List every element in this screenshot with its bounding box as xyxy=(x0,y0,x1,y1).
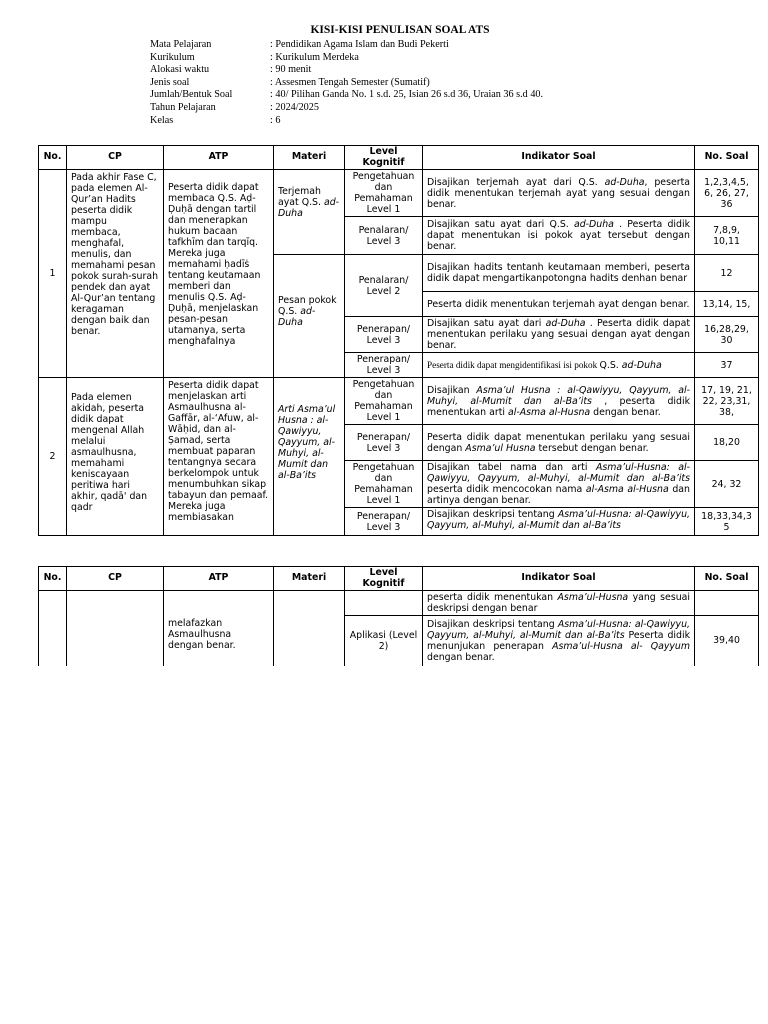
materi-text-italic: ad-Duha xyxy=(278,197,340,219)
indikator-italic: ad-Duha xyxy=(573,219,614,230)
meta-value: : 90 menit xyxy=(270,64,312,76)
level-cell: Penalaran/ Level 3 xyxy=(345,217,423,255)
level-cell: Aplikasi (Level 2) xyxy=(345,616,423,666)
level-cell xyxy=(345,591,423,616)
materi-cell xyxy=(274,170,345,255)
indikator-text: . Peserta didik dapat menentukan perilaku yang sesuai dengan ayat dengan benar. xyxy=(427,318,690,351)
nosoal-cell: 7,8,9, 10,11 xyxy=(695,217,759,255)
indikator-italic: Asma’ul-Husna: al-Qawiyyu, Qayyum, al-Muhyi, al-Mumit dan al-Ba’its xyxy=(427,618,690,641)
indikator-cell xyxy=(423,170,695,217)
materi-cell: Arti Asma’ul Husna : al-Qawiyyu, Qayyum, al-Muhyi, al-Mumit dan al-Ba’its xyxy=(274,378,345,536)
nosoal-cell xyxy=(695,591,759,616)
materi-text: Pesan pokok Q.S. xyxy=(278,295,337,317)
indikator-text: Peserta didik menunjukan penerapan xyxy=(427,629,690,652)
atp-cell: Peserta didik dapat menjelaskan arti Asmaulhusna al-Gaffār, al-‘Afuw, al-Wāḥid, dan al-Ṣamad, serta membuat paparan tentangnya secara berkelompok untuk menumbuhkan sikap tabayun dan pemaaf. Mereka juga membiasakan xyxy=(164,378,274,536)
table-header-row xyxy=(39,146,759,170)
header-nosoal: No. Soal xyxy=(695,567,759,591)
meta-row xyxy=(150,64,543,77)
indikator-cell xyxy=(423,217,695,255)
indikator-italic: Asma’ul-Husna xyxy=(557,592,629,603)
meta-value: : 2024/2025 xyxy=(270,101,319,113)
atp-cell: melafazkan Asmaulhusna dengan benar. xyxy=(164,591,274,666)
indikator-cell: Disajikan hadits tentanh keutamaan memberi, peserta didik dapat mengartikanpotongna hadits denhan benar xyxy=(423,255,695,292)
indikator-italic: ad-Duha xyxy=(604,176,645,188)
meta-row xyxy=(150,89,543,102)
meta-value: : Pendidikan Agama Islam dan Budi Pekerti xyxy=(270,39,449,50)
indikator-italic: Asma’ul-Husna: al-Qawiyyu, Qayyum, al-Muhyi, al-Mumit dan al-Ba’its xyxy=(427,509,690,531)
level-cell: Penerapan/ Level 3 xyxy=(345,425,423,461)
nosoal-cell: 17, 19, 21, 22, 23,31, 38, xyxy=(695,378,759,425)
meta-key: Jenis soal xyxy=(150,76,190,88)
materi-cell xyxy=(274,616,345,666)
document-title: KISI-KISI PENULISAN SOAL ATS xyxy=(310,24,490,36)
indikator-text: Peserta didik dapat mengidentifikasi isi pokok xyxy=(427,359,600,370)
indikator-text: Peserta didik dapat menentukan perilaku yang sesuai dengan xyxy=(427,431,690,454)
level-cell: Penerapan/ Level 3 xyxy=(345,353,423,378)
indikator-cell xyxy=(423,591,695,616)
indikator-text: Disajikan deskripsi tentang xyxy=(427,618,558,630)
header-materi: Materi xyxy=(274,567,345,591)
header-atp: ATP xyxy=(164,567,274,591)
indikator-text: tersebut dengan benar. xyxy=(535,442,649,454)
level-cell: Pengetahuan dan Pemahaman Level 1 xyxy=(345,461,423,508)
meta-key: Jumlah/Bentuk Soal xyxy=(150,89,233,101)
row-number: 1 xyxy=(39,170,67,378)
meta-value: : 40/ Pilihan Ganda No. 1 s.d. 25, Isian 26 s.d 36, Uraian 36 s.d 40. xyxy=(270,89,544,101)
indikator-cell xyxy=(423,353,695,378)
nosoal-cell: 37 xyxy=(695,353,759,378)
meta-key: Mata Pelajaran xyxy=(150,39,212,50)
meta-row xyxy=(150,39,543,52)
indikator-italic: al-Asma al-Husna xyxy=(507,406,591,418)
header-cp: CP xyxy=(67,567,164,591)
indikator-text: , peserta didik menentukan arti xyxy=(427,395,690,418)
materi-text-italic: ad-Duha xyxy=(278,306,316,328)
indikator-text: Disajikan satu ayat dari Q.S. xyxy=(427,219,574,230)
header-nosoal: No. Soal xyxy=(695,146,759,170)
meta-value: : Assesmen Tengah Semester (Sumatif) xyxy=(270,76,430,88)
materi-cell xyxy=(274,255,345,378)
header-indikator: Indikator Soal xyxy=(423,567,695,591)
indikator-text: Disajikan satu ayat dari xyxy=(427,318,546,329)
level-cell: Penerapan/ Level 3 xyxy=(345,508,423,536)
meta-key: Tahun Pelajaran xyxy=(150,101,216,113)
identity-block xyxy=(150,39,543,127)
header-cp: CP xyxy=(67,146,164,170)
indikator-italic: Asma’ul Husna : al-Qawiyyu, Qayyum, al-Muhyi, al-Mumit dan al-Ba’its xyxy=(427,384,690,407)
indikator-text: . Peserta didik dapat menentukan isi pokok ayat tersebut dengan benar. xyxy=(427,219,691,252)
indikator-italic: ad-Duha xyxy=(621,359,662,371)
kisi-table xyxy=(38,145,759,536)
indikator-text: Disajikan deskripsi tentang xyxy=(427,509,558,520)
meta-key: Kurikulum xyxy=(150,51,195,63)
materi-text: Terjemah ayat Q.S. xyxy=(278,186,324,208)
nosoal-cell: 24, 32 xyxy=(695,461,759,508)
meta-value: : 6 xyxy=(270,114,281,126)
indikator-text: , peserta didik menentukan terjemah ayat yang sesuai dengan benar. xyxy=(427,176,691,210)
indikator-cell xyxy=(423,317,695,353)
nosoal-cell: 12 xyxy=(695,255,759,292)
indikator-cell xyxy=(423,425,695,461)
header-atp: ATP xyxy=(164,146,274,170)
level-cell: Pengetahuan dan Pemahaman Level 1 xyxy=(345,378,423,425)
header-no: No. xyxy=(39,567,67,591)
indikator-text: Disajikan terjemah ayat dari Q.S. xyxy=(427,176,605,188)
nosoal-cell: 39,40 xyxy=(695,616,759,666)
nosoal-cell: 16,28,29, 30 xyxy=(695,317,759,353)
indikator-text: dengan benar. xyxy=(427,651,495,663)
level-cell: Penerapan/ Level 3 xyxy=(345,317,423,353)
meta-row xyxy=(150,77,543,90)
indikator-text: Disajikan tabel nama dan arti xyxy=(427,462,596,473)
indikator-text: peserta didik menentukan xyxy=(427,592,558,603)
indikator-italic: Asma’ul-Husna: al-Qawiyyu, Qayyum, al-Muhyi, al-Mumit dan al-Ba’its xyxy=(427,462,690,484)
level-cell: Penalaran/ Level 2 xyxy=(345,255,423,317)
meta-row xyxy=(150,102,543,115)
indikator-text: Q.S. xyxy=(599,359,622,371)
indikator-italic: al-Asma al-Husna xyxy=(585,484,669,495)
header-level: Level Kognitif xyxy=(345,567,423,591)
meta-value: : Kurikulum Merdeka xyxy=(270,51,359,63)
indikator-italic: Asma’ul Husna xyxy=(465,442,536,454)
table-row xyxy=(39,378,759,425)
indikator-text: yang sesuai deskripsi dengan benar xyxy=(427,592,690,614)
indikator-cell xyxy=(423,461,695,508)
indikator-text: peserta didik mencocokan nama xyxy=(427,484,586,495)
nosoal-cell: 18,33,34,35 xyxy=(695,508,759,536)
table-header-row xyxy=(39,567,759,591)
indikator-cell xyxy=(423,616,695,666)
indikator-italic: ad-Duha xyxy=(545,318,586,329)
indikator-text: dengan benar. xyxy=(590,406,661,418)
meta-key: Kelas xyxy=(150,114,174,126)
header-materi: Materi xyxy=(274,146,345,170)
nosoal-cell: 1,2,3,4,5, 6, 26, 27, 36 xyxy=(695,170,759,217)
header-no: No. xyxy=(39,146,67,170)
indikator-cell xyxy=(423,378,695,425)
meta-row xyxy=(150,115,543,128)
indikator-cell xyxy=(423,508,695,536)
indikator-text: dan artinya dengan benar. xyxy=(427,484,690,506)
atp-cell: Peserta didik dapat membaca Q.S. Aḍ-Ḍuḥā dengan tartil dan menerapkan hukum bacaan tafkhīm dan tarqīq. Mereka juga memahami ḥadīṡ tentang keutamaan memberi dan menulis Q.S. Aḍ-Ḍuḥā, menjelaskan pesan-pesan utamanya, serta menghafalnya xyxy=(164,170,274,378)
nosoal-cell: 13,14, 15, xyxy=(695,292,759,317)
header-level: Level Kognitif xyxy=(345,146,423,170)
table-row xyxy=(39,591,759,616)
cp-cell: Pada akhir Fase C, pada elemen Al-Qur’an Hadits peserta didik mampu membaca, menghafal, menulis, dan memahami pesan pokok surah-surah pendek dan ayat Al-Qur’an tentang keragaman dengan baik dan benar. xyxy=(67,170,164,378)
indikator-text: Disajikan xyxy=(427,384,477,396)
kisi-table-continued xyxy=(38,566,759,666)
meta-row xyxy=(150,52,543,65)
row-number: 2 xyxy=(39,378,67,536)
row-number xyxy=(39,591,67,666)
table-row xyxy=(39,170,759,217)
indikator-italic: Asma’ul-Husna al- Qayyum xyxy=(552,640,690,652)
nosoal-cell: 18,20 xyxy=(695,425,759,461)
level-cell: Pengetahuan dan Pemahaman Level 1 xyxy=(345,170,423,217)
meta-key: Alokasi waktu xyxy=(150,64,210,76)
cp-cell xyxy=(67,591,164,666)
header-indikator: Indikator Soal xyxy=(423,146,695,170)
cp-cell: Pada elemen akidah, peserta didik dapat mengenal Allah melalui asmaulhusna, memahami keniscayaan peritiwa hari akhir, qadā' dan qadr xyxy=(67,378,164,536)
indikator-cell: Peserta didik menentukan terjemah ayat dengan benar. xyxy=(423,292,695,317)
materi-cell xyxy=(274,591,345,616)
